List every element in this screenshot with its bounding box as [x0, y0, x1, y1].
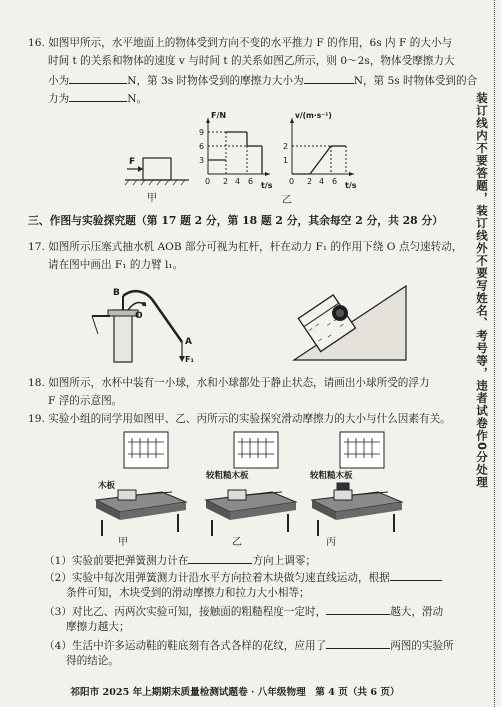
label-o: O: [135, 311, 143, 321]
q16-text: 力为: [48, 93, 70, 105]
q16-text: N，第 5s 时物体受到的合: [353, 75, 478, 87]
velocity-time-graph: [280, 112, 360, 192]
binding-line: [494, 0, 495, 707]
q16-text: N，第 3s 时物体受到的摩擦力大小为: [127, 75, 304, 87]
vt-xtick: 0: [289, 177, 295, 186]
setup-label-jia: 甲: [118, 537, 128, 548]
setup-bing: [309, 432, 402, 536]
board-label-bing: 较粗糙木板: [310, 471, 353, 481]
q16-text: 小为: [48, 75, 70, 87]
q19-sub-3-cont: 摩擦力越大；: [66, 621, 130, 633]
answer-blank-friction-3s[interactable]: [304, 72, 354, 84]
setup-label-bing: 丙: [326, 537, 336, 548]
ft-ytick: 9: [199, 128, 205, 137]
figure-jia-block: [125, 148, 195, 198]
cup-on-incline-diagram: [290, 280, 410, 364]
q17-line-1: 17. 如图所示压塞式抽水机 AOB 部分可视为杠杆，杆在动力 F₁ 的作用下绕 O 点匀速转动，: [28, 241, 463, 253]
ft-xtick: 4: [235, 177, 241, 186]
q19-sub-2: [44, 569, 442, 585]
q19-text: 越大，滑动: [390, 606, 444, 618]
label-f1: F₁: [185, 355, 194, 364]
answer-blank-zero-direction[interactable]: [188, 552, 252, 564]
board-label-jia: 木板: [98, 481, 116, 491]
answer-blank-factor[interactable]: [326, 603, 390, 615]
q19-text: （4）生活中许多运动鞋的鞋底刻有各式各样的花纹，应用了: [44, 640, 327, 652]
q19-sub-4-cont: 得的结论。: [66, 655, 119, 667]
vt-ytick: 1: [283, 156, 289, 165]
q19-text: （1）实验前要把弹簧测力计在: [44, 555, 189, 567]
q16-text: N。: [127, 93, 148, 105]
vt-xtick: 6: [332, 177, 338, 186]
q16-line-2: 时间 t 的关系和物体的速度 v 与时间 t 的关系如图乙所示，则 0～2s，物体受摩擦力大: [48, 55, 455, 67]
force-time-graph: [196, 112, 276, 192]
ft-y-label: F/N: [211, 111, 227, 120]
q18-line-1: 18. 如图所示，水杯中装有一小球，水和小球都处于静止状态，请画出小球所受的浮力: [28, 377, 430, 389]
answer-blank-figures[interactable]: [326, 637, 390, 649]
q18-line-2: F 浮的示意图。: [48, 395, 123, 407]
figure-yi-label: 乙: [282, 195, 292, 206]
q16-line-1: 16. 如图甲所示，水平地面上的物体受到方向不变的水平推力 F 的作用，6s 内 F 的大小与: [28, 37, 453, 49]
ft-xtick: 2: [223, 177, 229, 186]
vt-ytick: 2: [283, 142, 289, 151]
q19-text: 两图的实验所: [390, 640, 454, 652]
q16-line-4: [48, 90, 147, 106]
ft-x-label: t/s: [261, 181, 273, 190]
label-b: B: [113, 288, 120, 298]
answer-blank-net-force-5s[interactable]: [69, 90, 127, 102]
board-label-yi: 较粗糙木板: [206, 471, 249, 481]
friction-experiments-illustration: [90, 428, 410, 546]
ft-xtick: 6: [248, 177, 254, 186]
vt-x-label: t/s: [345, 181, 357, 190]
vt-y-label: v/(m·s⁻¹): [295, 111, 332, 120]
figure-jia-label: 甲: [147, 193, 157, 204]
ft-xtick: 0: [205, 177, 211, 186]
section-three-heading: 三、作图与实验探究题（第 17 题 2 分，第 18 题 2 分，其余每空 2 分，共 28 分）: [28, 214, 444, 227]
q19-sub-4: [44, 637, 454, 653]
q19-line-1: 19. 实验小组的同学用如图甲、乙、丙所示的实验探究滑动摩擦力的大小与什么因素有关。: [28, 413, 451, 425]
binding-margin-notice: 装订线内不要答题，装订线外不要写姓名、考号等，违者试卷作0分处理: [475, 92, 489, 489]
q19-text: 方向上调零；: [252, 555, 317, 567]
setup-label-yi: 乙: [232, 537, 242, 548]
q19-sub-1: [44, 552, 316, 568]
q19-sub-2-cont: 条件可知，木块受到的滑动摩擦力和拉力大小相等；: [66, 587, 310, 599]
ft-ytick: 6: [199, 142, 205, 151]
setup-jia: [96, 432, 186, 536]
q19-text: （3）对比乙、丙两次实验可知，接触面的粗糙程度一定时，: [44, 606, 327, 618]
page-footer: 祁阳市 2025 年上期期末质量检测试题卷 · 八年级物理 第 4 页（共 6 页）: [70, 687, 400, 698]
q19-sub-3: [44, 603, 443, 619]
q17-line-2: 请在图中画出 F₁ 的力臂 l₁。: [48, 259, 184, 271]
pump-lever-diagram: [88, 282, 198, 364]
label-a: A: [185, 337, 192, 347]
answer-blank-friction-0-2s[interactable]: [69, 72, 127, 84]
vt-xtick: 2: [307, 177, 313, 186]
vt-xtick: 4: [319, 177, 325, 186]
force-label: F: [129, 157, 136, 167]
setup-yi: [205, 432, 296, 536]
q16-line-3: [48, 72, 477, 88]
ft-ytick: 3: [199, 156, 205, 165]
q19-text: （2）实验中每次用弹簧测力计沿水平方向拉着木块做匀速直线运动，根据: [44, 572, 390, 584]
answer-blank-balance-condition[interactable]: [390, 569, 442, 581]
